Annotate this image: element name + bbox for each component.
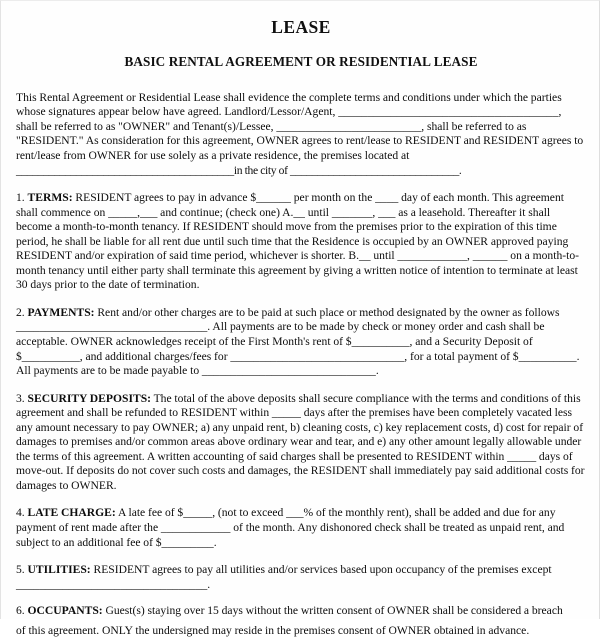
section-heading: TERMS: bbox=[27, 191, 73, 205]
section-occupants bbox=[16, 592, 586, 619]
section-number: 5. bbox=[16, 563, 25, 577]
page-title: LEASE bbox=[271, 17, 331, 37]
document-subtitle: BASIC RENTAL AGREEMENT OR RESIDENTIAL LEASE bbox=[124, 54, 478, 70]
section-heading: SECURITY DEPOSITS: bbox=[27, 391, 152, 405]
section-heading: PAYMENTS: bbox=[27, 305, 95, 319]
section-number: 6. bbox=[16, 604, 25, 618]
section-body: The total of the above deposits shall secure compliance with the terms and conditions of this agreement and shall be refunded to RESIDENT within _____ days after the premises have been completely vacated less any amount necessary to pay OWNER; a) any unpaid rent, b) cleaning costs, c) key replacement costs, d) cost for repair of damages to premises and/or common areas above ordinary wear and tear, and e) any other amount legally allowable under the terms of this agreement. A written accounting of said charges shall be presented to RESIDENT within _____ days of move-out. If deposits do not cover such costs and damages, the RESIDENT shall immediately pay said additional costs for damages to OWNER. bbox=[16, 391, 585, 492]
section-body: RESIDENT agrees to pay all utilities and/or services based upon occupancy of the premises except _________________________________. bbox=[16, 563, 552, 591]
section-body: Rent and/or other charges are to be paid at such place or method designated by the owner as follows _________________________________. All payments are to be made by check or money order and cash shall be acceptable. OWNER acknowledges receipt of the First Month's rent of $__________, and a Security Deposit of $__________, and additional charges/fees for ______________________________, for a total payment of $__________. All payments are to be made payable to ______________________________. bbox=[16, 305, 580, 378]
intro-text: This Rental Agreement or Residential Lease shall evidence the complete terms and conditions under which the parties whose signatures appear below have agreed. Landlord/Lessor/Agent, ______________________________________, shall be referred to as "OWNER" and Tenant(s)/Lessee, _________________________, shall be referred to as "RESIDENT." As consideration for this agreement, OWNER agrees to rent/lease to RESIDENT and RESIDENT agrees to rent/lease from OWNER for use solely as a private residence, the premises located at bbox=[16, 90, 584, 162]
section-terms bbox=[16, 178, 586, 293]
page-content bbox=[1, 1, 601, 638]
section-utilities bbox=[16, 550, 586, 592]
section-late-charge bbox=[16, 493, 586, 550]
section-number: 3. bbox=[16, 391, 25, 405]
section-body: A late fee of $_____, (not to exceed ___% of the monthly rent), shall be added and due for any payment of rent made after the ____________ of the month. Any dishonored check shall be treated as unpaid rent, and subject to an additional fee of $_________. bbox=[16, 506, 565, 549]
section-number: 1. bbox=[16, 191, 25, 205]
intro-paragraph bbox=[16, 70, 586, 178]
clipped-continuation-line: of this agreement. ONLY the undersigned may reside in the premises consent of OWNER obtained in advance. bbox=[16, 623, 530, 637]
section-heading: OCCUPANTS: bbox=[27, 604, 103, 618]
intro-last-line: ________________________________________in the city of _______________________________. bbox=[16, 163, 462, 177]
section-heading: LATE CHARGE: bbox=[27, 506, 116, 520]
section-number: 4. bbox=[16, 506, 25, 520]
section-number: 2. bbox=[16, 305, 25, 319]
section-payments bbox=[16, 293, 586, 379]
section-body: RESIDENT agrees to pay in advance $______ per month on the ____ day of each month. This agreement shall commence on _____,___ and continue; (check one) A.__ until _______, ___ as a leasehold. Thereafter it shall become a month-to-month tenancy. If RESIDENT should move from the premises prior to the expiration of this time period, he shall be liable for all rent due until such time that the Residence is occupied by an OWNER approved paying RESIDENT and/or expiration of said time period, whichever is shorter. B.__ until ____________, ______ on a month-to-month tenancy until either party shall terminate this agreement by giving a written notice of intention to terminate at least 30 days prior to the date of termination. bbox=[16, 191, 579, 292]
section-body: Guest(s) staying over 15 days without the written consent of OWNER shall be considered a breach bbox=[102, 604, 563, 618]
section-heading: UTILITIES: bbox=[27, 563, 91, 577]
section-security-deposits bbox=[16, 379, 586, 494]
